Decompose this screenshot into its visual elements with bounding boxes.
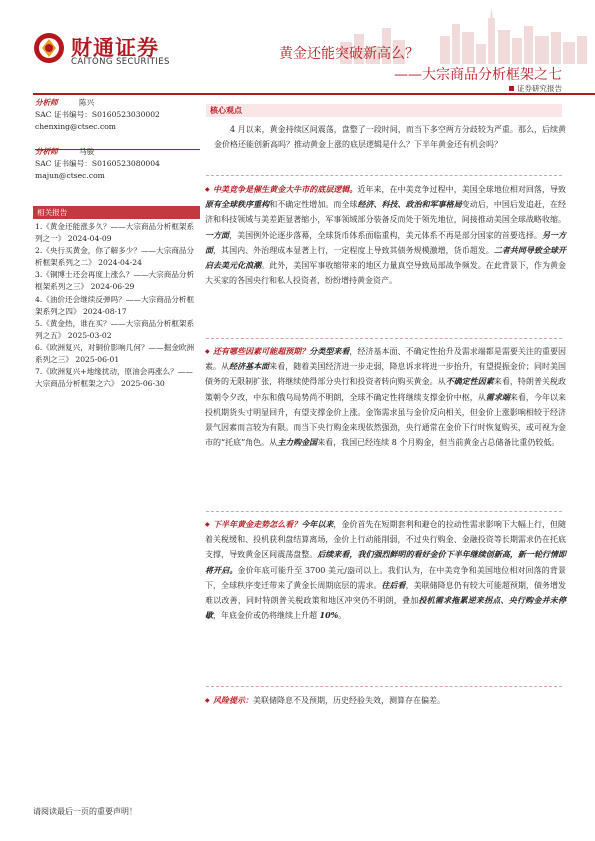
analyst-card xyxy=(35,97,200,133)
diamond-bullet-icon: ◆ xyxy=(205,697,210,704)
point-text: ，其国内、外治理成本显著上行，一定程度上导致其债务规模激增，货币超发。 xyxy=(213,245,494,255)
point-keyword: 后续来看，我们强烈鲜明的看好金价下半年继续创新高，新一轮行情即将开启。 xyxy=(205,549,567,575)
diamond-bullet-icon: ◆ xyxy=(205,348,210,355)
point-text: 。此外，美国军事收缩带来的地区力量真空导致局部战争频发。在此背景下，作为黄金大买家的各国央行和私人投资者，纷纷增持黄金资产。 xyxy=(205,261,567,286)
core-views-heading: 核心观点 xyxy=(206,104,562,117)
related-reports xyxy=(33,206,200,390)
analyst-email[interactable]: chenxing@ctsec.com xyxy=(35,122,116,131)
point-keyword: 经济基本面 xyxy=(229,361,270,372)
square-bullet-icon xyxy=(509,86,514,91)
related-report-item[interactable]: 5.《黄金热，谁在买？——大宗商品分析框架系列之五》 2025-03-02 xyxy=(35,318,195,340)
related-report-item[interactable]: 4.《油价还会继续反弹吗？——大宗商品分析框架系列之四》 2024-08-17 xyxy=(35,294,195,316)
point-lead: 还有哪些因素可能超预期？ xyxy=(213,346,310,356)
point-paragraph-2 xyxy=(205,344,566,450)
point-keyword: 分类型来看 xyxy=(309,346,350,356)
header-divider xyxy=(33,93,595,95)
point-lead: 下半年黄金走势怎么看？ xyxy=(213,519,302,529)
report-title: 黄金还能突破新高么？ xyxy=(279,46,419,62)
point-text: ，美联储降息仍有较大可能超预期，债务增发难以改善，同时特朗普关税政策和地区冲突仍不明朗，叠加 xyxy=(205,580,567,606)
point-lead: 中美竞争是催生黄金大牛市的底层逻辑。 xyxy=(213,184,358,194)
risk-warning xyxy=(205,694,566,707)
logo-name-cn: 财通证券 xyxy=(71,36,159,60)
section-divider xyxy=(206,175,562,176)
point-text: 近年来，在中美竞争过程中，美国全球地位相对回落，导致 xyxy=(357,185,567,194)
point-text: ，美国例外论逐步落幕，全球货币体系面临重构，美元体系不再是部分国家的首要选择。 xyxy=(229,230,542,240)
analyst-name: 马骏 xyxy=(79,147,95,156)
logo-name-en: CAITONG SECURITIES xyxy=(71,57,170,67)
point-text: 和不确定性增加。而全球 xyxy=(269,200,358,210)
point-text: 来看，随着美国经济进一步走弱，降息诉求将进一步抬升，有望提振金价；同时美国债务的无限制扩张，将继续使得部分央行和投资者转向购买黄金。从 xyxy=(205,362,567,387)
diamond-bullet-icon: ◆ xyxy=(205,186,210,193)
point-text: ，金价首先在短期套利和避仓的拉动性需求影响下大幅上行，但随着关税缓和、投机获利盘结算离场，金价上行动能削弱，不过央行购金、金融投资等长期需求仍在托底支撑，导致黄金区间震荡盘整。 xyxy=(205,520,567,560)
company-logo xyxy=(33,30,193,70)
point-text: 变动后，中国后发追赶，在经济和科技领域与美差距显著缩小，军事领域部分装备反而处于领先地位，间接推动美国全球战略收缩。 xyxy=(205,200,567,225)
point-text: ，经济基本面、不确定性抬升及需求端都是需要关注的重要因素。从 xyxy=(205,347,567,372)
analyst-cert: SAC 证书编号：S0160523030002 xyxy=(35,110,160,119)
footer-disclaimer: 请阅读最后一页的重要声明！ xyxy=(33,807,137,816)
point-keyword: 另一方面 xyxy=(205,229,567,255)
report-type-text: 证券研究报告 xyxy=(517,84,562,93)
related-report-item[interactable]: 6.《欧洲复兴，对铜价影响几何？——掘金欧洲系列之三》 2025-06-01 xyxy=(35,342,195,365)
point-keyword: 经济、科技、政治和军事格局 xyxy=(357,199,462,210)
analyst-email[interactable]: majun@ctsec.com xyxy=(35,171,105,180)
analyst-card xyxy=(35,146,200,182)
risk-label: 风险提示： xyxy=(213,695,253,705)
point-text: 金价年底可能升至 3700 美元/盎司以上。我们认为，在中美竞争和美国地位相对回落的背景下，全球秩序变迁带来了黄金长周期底层的需求。 xyxy=(205,565,566,590)
related-report-item[interactable]: 7.《欧洲复兴+地缘扰动，原油会再涨么？——大宗商品分析框架之六》 2025-06-30 xyxy=(35,367,193,389)
analyst-role: 分析师 xyxy=(35,98,58,107)
related-report-item[interactable]: 1.《黄金还能涨多久？——大宗商品分析框架系列之一》 2024-04-09 xyxy=(35,222,195,244)
point-keyword: 投机需求拖累逆来拐点、央行购金并未停歇 xyxy=(205,595,567,621)
section-divider xyxy=(206,338,562,339)
point-keyword: 往后看 xyxy=(381,579,406,590)
risk-text: 美联储降息不及预期，历史经验失效，测算存在偏差。 xyxy=(253,696,445,705)
point-text: ，年底金价或仍将继续上升超 xyxy=(213,611,320,621)
section-divider xyxy=(206,511,562,512)
analyst-role: 分析师 xyxy=(35,147,58,156)
point-text: 来看，今年以来投机期货头寸明显回升，有望支撑金价上涨。金饰需求虽与金价反向相关，但金价上涨影响相较于经济景气因素而言较为有限。而当下央行购金来现依然强劲，央行通常在金价下行时恢复购买，或可视为金市的“托底”角色。从 xyxy=(205,392,567,448)
analyst-name: 陈兴 xyxy=(79,98,95,107)
point-text: 来看，特朗普关税政策朝令夕改，中东和俄乌局势尚不明朗，全球不确定性将继续支撑金价中枢，从 xyxy=(205,377,567,402)
related-reports-list xyxy=(33,219,200,390)
point-keyword: 今年以来 xyxy=(301,519,334,529)
related-report-item[interactable]: 2.《央行买黄金，你了解多少？——大宗商品分析框架系列之二》 2024-04-24 xyxy=(35,246,195,268)
point-keyword: 原有全球秩序重构 xyxy=(205,199,270,210)
diamond-bullet-icon: ◆ xyxy=(205,521,210,528)
intro-paragraph: 4 月以来，黄金持续区间震荡，盘整了一段时间，而当下多空两方分歧较为严重。那么，后续黄金价格还能创新高吗？推动黄金上涨的底层逻辑是什么？下半年黄金还有机会吗？ xyxy=(214,125,566,150)
caitong-logo-icon xyxy=(33,32,65,64)
point-keyword: 主力购金国 xyxy=(277,437,318,448)
point-keyword: 不确定性因素 xyxy=(445,376,494,387)
report-subtitle: ——大宗商品分析框架之七 xyxy=(394,67,562,83)
point-keyword: 10% xyxy=(319,610,339,621)
point-text: 。 xyxy=(338,611,347,621)
related-report-item[interactable]: 3.《铜博士还会再度上涨么？——大宗商品分析框架系列之三》 2024-06-29 xyxy=(35,270,195,292)
point-paragraph-3 xyxy=(205,517,566,623)
point-text: 来看，我国已经连续 8 个月购金，但当前黄金占总储备比重仍较低。 xyxy=(317,438,560,448)
analyst-cert: SAC 证书编号：S0160523080004 xyxy=(35,159,160,168)
point-keyword: 二者共同导致全球开启去美元化浪潮 xyxy=(205,244,567,271)
point-keyword: 一方面 xyxy=(205,229,230,240)
point-keyword: 需求端 xyxy=(485,391,510,402)
related-reports-heading: 相关报告 xyxy=(33,206,200,219)
section-divider xyxy=(206,686,562,687)
point-paragraph-1 xyxy=(205,182,566,288)
